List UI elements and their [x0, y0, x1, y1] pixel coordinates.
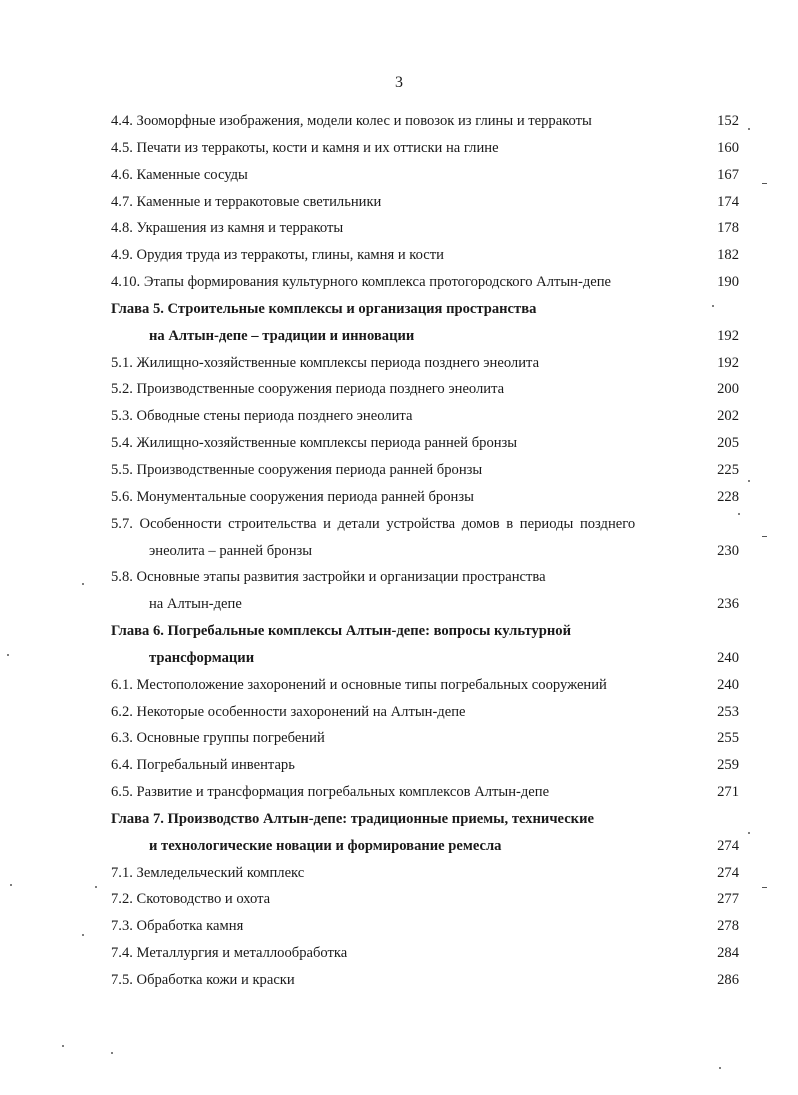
toc-entry-title: 4.5. Печати из терракоты, кости и камня и их оттиски на глине [111, 139, 499, 156]
toc-entry-5-1 [111, 350, 743, 377]
scan-artifact [111, 1052, 113, 1054]
toc-entry-title: 4.9. Орудия труда из терракоты, глины, камня и кости [111, 247, 444, 264]
scan-artifact [95, 886, 97, 888]
toc-chapter-title: Глава 6. Погребальные комплексы Алтын-депе: вопросы культурной [111, 623, 572, 640]
toc-entry-7-5 [111, 967, 743, 994]
scan-artifact [762, 183, 767, 184]
toc-entry-5-8-cont [111, 591, 743, 618]
toc-entry-5-3 [111, 403, 743, 430]
toc-entry-page: 167 [717, 166, 739, 183]
toc-entry-page: 160 [717, 139, 739, 156]
toc-entry-page: 228 [717, 488, 739, 505]
toc-entry-title: 7.4. Металлургия и металлообработка [111, 945, 348, 962]
toc-entry-page: 225 [717, 461, 739, 478]
toc-entry-page: 192 [717, 327, 739, 344]
toc-entry-6-3 [111, 725, 743, 752]
toc-entry-4-7 [111, 189, 743, 216]
toc-entry-title: 4.8. Украшения из камня и терракоты [111, 220, 344, 237]
toc-entry-5-2 [111, 376, 743, 403]
toc-chapter-7-heading-cont [111, 833, 743, 860]
toc-chapter-title: Глава 7. Производство Алтын-депе: традиционные приемы, технические [111, 810, 594, 827]
toc-entry-page: 240 [717, 676, 739, 693]
toc-entry-page: 236 [717, 596, 739, 613]
toc-entry-page: 192 [717, 354, 739, 371]
toc-entry-page: 152 [717, 113, 739, 129]
toc-chapter-title: Глава 5. Строительные комплексы и организация пространства [111, 300, 537, 317]
toc-entry-title: 5.7. Особенности строительства и детали устройства домов в периоды позднего [111, 515, 636, 532]
toc-entry-page: 277 [717, 891, 739, 908]
toc-entry-4-9 [111, 242, 743, 269]
toc-entry-page: 274 [717, 837, 739, 854]
toc-entry-5-8 [111, 564, 743, 591]
toc-entry-page: 190 [717, 274, 739, 291]
toc-entry-6-5 [111, 779, 743, 806]
toc-entry-5-5 [111, 457, 743, 484]
toc-chapter-title: трансформации [149, 649, 255, 666]
toc-entry-5-7 [111, 511, 743, 538]
scan-artifact [719, 1067, 721, 1069]
toc-entry-title: 5.1. Жилищно-хозяйственные комплексы периода позднего энеолита [111, 354, 540, 371]
toc-entry-title: 5.6. Монументальные сооружения периода ранней бронзы [111, 488, 474, 505]
toc-entry-page: 182 [717, 247, 739, 264]
toc-entry-title: 4.6. Каменные сосуды [111, 166, 248, 183]
table-of-contents [111, 108, 743, 994]
scan-artifact [738, 513, 740, 515]
toc-entry-4-10 [111, 269, 743, 296]
toc-entry-6-2 [111, 699, 743, 726]
scan-artifact [762, 536, 767, 537]
scan-artifact [762, 887, 767, 888]
scan-artifact [748, 832, 750, 834]
toc-entry-4-6 [111, 162, 743, 189]
toc-entry-page: 202 [717, 408, 739, 425]
scan-artifact [712, 305, 714, 307]
scan-artifact [748, 480, 750, 482]
toc-entry-5-7-cont [111, 538, 743, 565]
toc-entry-page: 271 [717, 784, 739, 801]
toc-entry-title: 4.10. Этапы формирования культурного комплекса протогородского Алтын-депе [111, 274, 612, 291]
toc-entry-6-4 [111, 752, 743, 779]
toc-entry-title: 4.4. Зооморфные изображения, модели колес и повозок из глины и терракоты [111, 113, 592, 129]
toc-entry-title: 6.1. Местоположение захоронений и основные типы погребальных сооружений [111, 676, 607, 693]
toc-entry-6-1 [111, 672, 743, 699]
toc-entry-title: 6.4. Погребальный инвентарь [111, 757, 295, 774]
toc-entry-page: 278 [717, 918, 739, 935]
scan-artifact [10, 884, 12, 886]
toc-entry-title: 7.3. Обработка камня [111, 918, 244, 935]
toc-chapter-6-heading-cont [111, 645, 743, 672]
toc-entry-page: 230 [717, 542, 739, 559]
toc-entry-page: 274 [717, 864, 739, 881]
toc-entry-title: 7.5. Обработка кожи и краски [111, 972, 295, 988]
toc-entry-page: 240 [717, 649, 739, 666]
toc-entry-5-6 [111, 484, 743, 511]
toc-entry-page: 200 [717, 381, 739, 398]
toc-entry-title: 5.4. Жилищно-хозяйственные комплексы периода ранней бронзы [111, 435, 518, 452]
toc-entry-title: 6.2. Некоторые особенности захоронений на Алтын-депе [111, 703, 466, 720]
scan-artifact [82, 934, 84, 936]
toc-entry-page: 255 [717, 730, 739, 747]
toc-entry-page: 286 [717, 972, 739, 988]
toc-entry-title: на Алтын-депе [149, 596, 242, 613]
toc-entry-title: 6.5. Развитие и трансформация погребальных комплексов Алтын-депе [111, 784, 550, 801]
toc-entry-title: 5.2. Производственные сооружения периода позднего энеолита [111, 381, 505, 398]
toc-entry-title: 6.3. Основные группы погребений [111, 730, 325, 747]
toc-chapter-5-heading [111, 296, 743, 323]
toc-entry-title: 7.1. Земледельческий комплекс [111, 864, 305, 881]
toc-entry-4-5 [111, 135, 743, 162]
toc-entry-title: энеолита – ранней бронзы [149, 542, 313, 559]
toc-entry-7-1 [111, 860, 743, 887]
toc-chapter-7-heading [111, 806, 743, 833]
toc-entry-title: 4.7. Каменные и терракотовые светильники [111, 193, 382, 210]
toc-entry-page: 205 [717, 435, 739, 452]
scan-artifact [7, 654, 9, 656]
toc-chapter-title: и технологические новации и формирование ремесла [149, 837, 502, 854]
toc-chapter-5-heading-cont [111, 323, 743, 350]
toc-entry-7-2 [111, 886, 743, 913]
scan-artifact [748, 128, 750, 130]
toc-entry-7-3 [111, 913, 743, 940]
toc-chapter-title: на Алтын-депе – традиции и инновации [149, 327, 415, 344]
toc-entry-5-4 [111, 430, 743, 457]
toc-entry-4-4 [111, 108, 743, 135]
toc-entry-4-8 [111, 215, 743, 242]
toc-entry-page: 174 [717, 193, 739, 210]
toc-entry-page: 253 [717, 703, 739, 720]
toc-entry-title: 5.8. Основные этапы развития застройки и организации пространства [111, 569, 546, 586]
toc-entry-7-4 [111, 940, 743, 967]
page-number: 3 [395, 74, 403, 91]
toc-entry-title: 7.2. Скотоводство и охота [111, 891, 271, 908]
toc-entry-title: 5.5. Производственные сооружения периода ранней бронзы [111, 461, 483, 478]
scan-artifact [82, 583, 84, 585]
toc-entry-page: 259 [717, 757, 739, 774]
toc-chapter-6-heading [111, 618, 743, 645]
toc-entry-page: 178 [717, 220, 739, 237]
toc-entry-page: 284 [717, 945, 739, 962]
scan-artifact [62, 1045, 64, 1047]
toc-entry-title: 5.3. Обводные стены периода позднего энеолита [111, 408, 413, 425]
